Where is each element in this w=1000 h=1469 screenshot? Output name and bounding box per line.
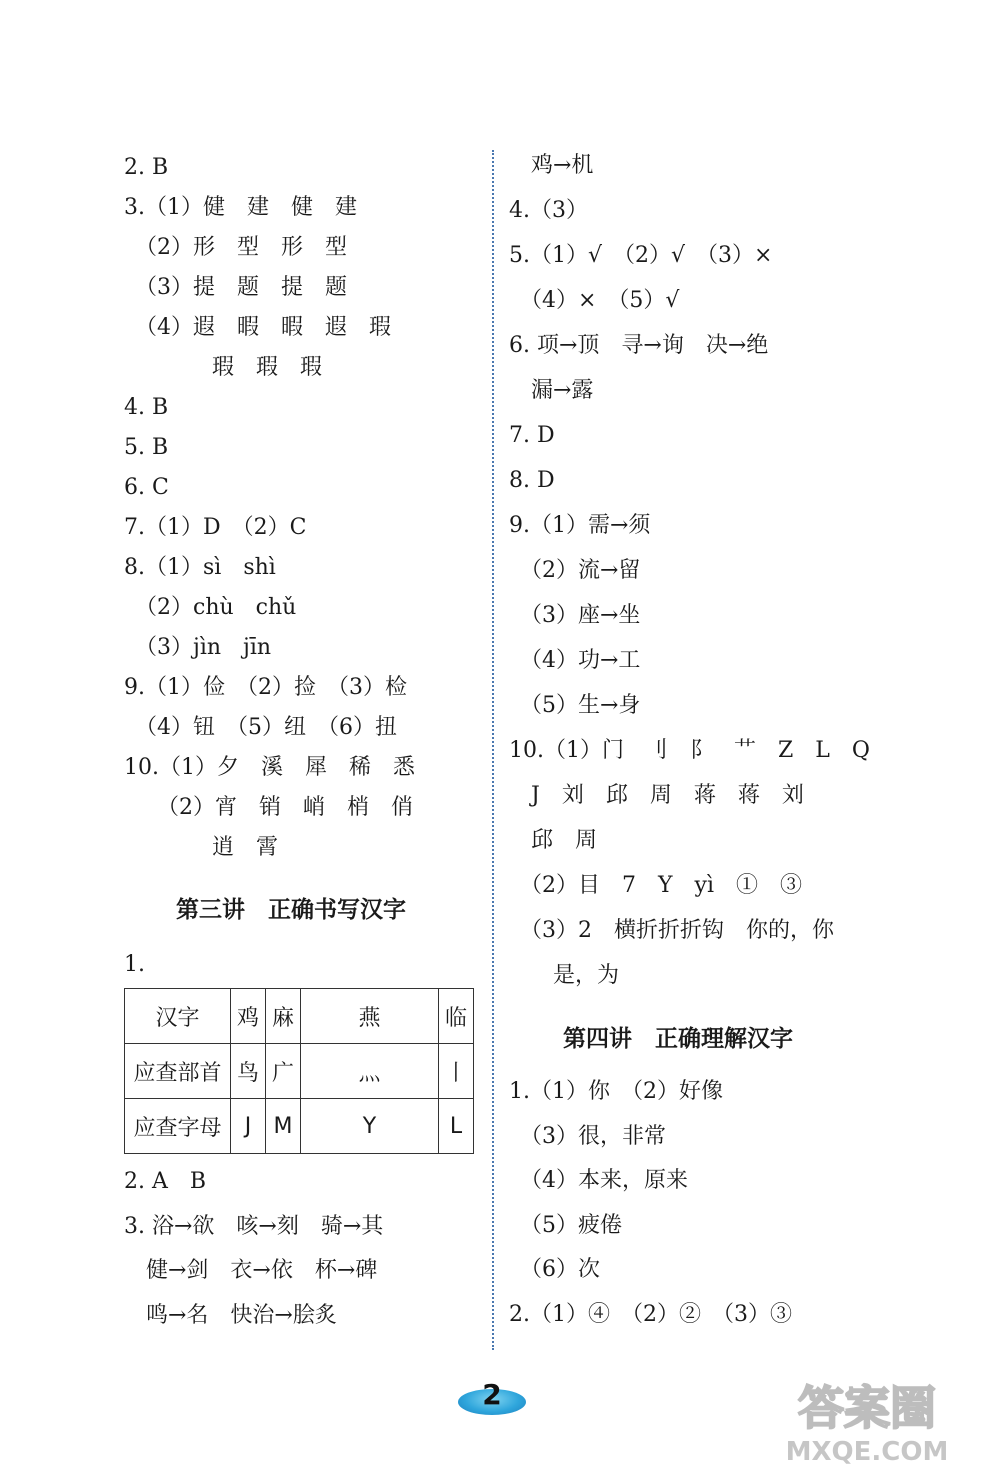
answer-line: 健→剑 衣→依 杯→碑 — [124, 1258, 378, 1283]
table-cell: J — [231, 1099, 266, 1154]
table-row — [125, 1099, 474, 1154]
answer-line: 鸣→名 快治→脍炙 — [124, 1302, 337, 1328]
table-cell: 灬 — [301, 1044, 439, 1099]
answer-line: 4. B — [124, 395, 169, 420]
answer-line: （2）chù chǔ — [124, 595, 297, 620]
answer-line: 5.（1）√ （2）√ （3）× — [509, 243, 773, 268]
answer-line: （2）宵 销 峭 梢 俏 — [124, 795, 413, 820]
answer-line: （3）2 横折折折钩 你的，你 — [509, 918, 834, 943]
table-cell: 鸟 — [231, 1044, 266, 1099]
answer-line: 4.（3） — [509, 198, 588, 223]
table-cell: L — [439, 1099, 474, 1154]
radical-lookup-table — [124, 988, 474, 1154]
answer-line: 9.（1）需→须 — [509, 513, 651, 538]
answer-line: （3）座→坐 — [509, 603, 641, 628]
table-cell: 应查字母 — [125, 1099, 231, 1154]
table-row — [125, 1044, 474, 1099]
table-cell: 广 — [266, 1044, 301, 1099]
answer-line: （6）次 — [509, 1257, 600, 1282]
answer-line: （5）疲倦 — [509, 1212, 622, 1238]
answer-line: 漏→露 — [509, 378, 594, 403]
table-cell: Y — [301, 1099, 439, 1154]
answer-line: 10.（1）门 刂 阝 艹 Z L Q — [509, 738, 870, 763]
page-number: 2 — [482, 1378, 502, 1411]
answer-line: 逍 霄 — [124, 835, 279, 860]
answer-line: 7.（1）D （2）C — [124, 515, 307, 540]
answer-line: 2.（1）④ （2）② （3）③ — [509, 1301, 792, 1327]
answer-line: （3）提 题 提 题 — [124, 275, 347, 300]
table-cell: M — [266, 1099, 301, 1154]
answer-line: （2）目 7 Y yì ① ③ — [509, 873, 802, 898]
section3-heading: 第三讲 正确书写汉字 — [176, 897, 406, 923]
answer-line: 2. B — [124, 155, 169, 180]
answer-line: J 刘 邱 周 蒋 蒋 刘 — [509, 783, 804, 808]
column-divider — [492, 150, 494, 1350]
table-cell: 麻 — [266, 989, 301, 1044]
answer-line: （3）很，非常 — [509, 1123, 666, 1149]
answer-line: （4）钮 （5）纽 （6）扭 — [124, 715, 397, 740]
answer-line: 7. D — [509, 423, 555, 448]
q1-label: 1. — [124, 952, 145, 977]
answer-line: 是，为 — [509, 963, 620, 988]
answer-line: （5）生→身 — [509, 693, 641, 718]
answer-line: 2. A B — [124, 1169, 207, 1194]
watermark-logo — [742, 1372, 992, 1467]
answer-line: 6. 项→顶 寻→询 决→绝 — [509, 333, 769, 358]
answer-line: （2）形 型 形 型 — [124, 235, 347, 260]
table-row — [125, 989, 474, 1044]
answer-line: 8. D — [509, 468, 555, 493]
section4-heading: 第四讲 正确理解汉字 — [563, 1026, 793, 1052]
table-cell: 应查部首 — [125, 1044, 231, 1099]
answer-line: 鸡→机 — [509, 153, 594, 178]
answer-line: 3. 浴→欲 咳→刻 骑→其 — [124, 1213, 384, 1239]
answer-line: 8.（1）sì shì — [124, 555, 276, 580]
answer-line: 3.（1）健 建 健 建 — [124, 195, 357, 220]
answer-line: 瑕 瑕 瑕 — [124, 355, 323, 380]
table-cell: 汉字 — [125, 989, 231, 1044]
answer-line: （3）jìn jīn — [124, 635, 272, 660]
answer-line: （2）流→留 — [509, 558, 641, 583]
watermark-url: MXQE.COM — [785, 1437, 949, 1467]
table-cell: 丨 — [439, 1044, 474, 1099]
watermark-text: 答案圈 — [798, 1381, 936, 1435]
answer-line: （4）本来，原来 — [509, 1168, 688, 1193]
answer-line: 10.（1）夕 溪 犀 稀 悉 — [124, 755, 415, 780]
answer-line: 1.（1）你 （2）好像 — [509, 1079, 723, 1104]
table-cell: 燕 — [301, 989, 439, 1044]
answer-line: 邱 周 — [509, 828, 598, 853]
table-cell: 鸡 — [231, 989, 266, 1044]
answer-line: （4）功→工 — [509, 648, 641, 673]
table-cell: 临 — [439, 989, 474, 1044]
answer-line: 6. C — [124, 475, 169, 500]
answer-line: 9.（1）俭 （2）捡 （3）检 — [124, 675, 407, 700]
answer-line: （4）遐 暇 暇 遐 瑕 — [124, 315, 391, 340]
answer-line: 5. B — [124, 435, 169, 460]
answer-line: （4）× （5）√ — [509, 288, 680, 313]
